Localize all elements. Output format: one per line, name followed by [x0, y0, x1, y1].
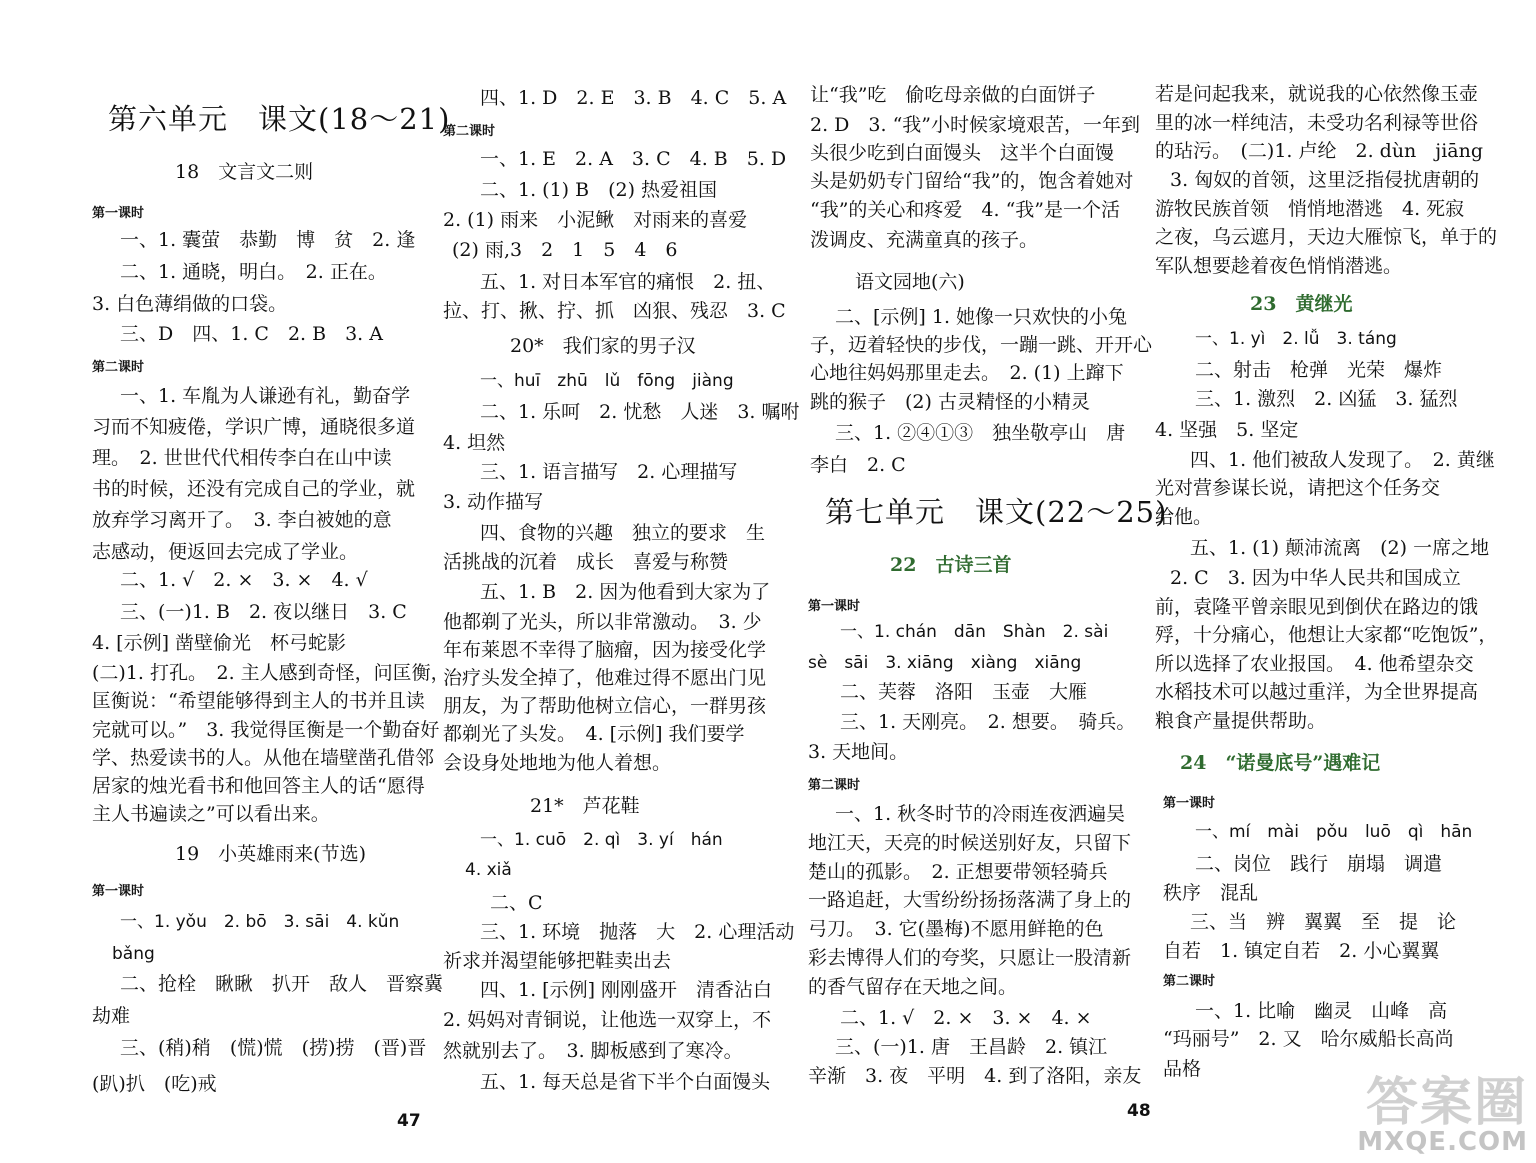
answer-line: 游牧民族首领 悄悄地潜逃 4. 死寂: [1155, 198, 1465, 220]
page-number-left: 47: [397, 1111, 421, 1131]
answer-line: 辛渐 3. 夜 平明 4. 到了洛阳，亲友: [808, 1065, 1142, 1087]
answer-line: 自若 1. 镇定自若 2. 小心翼翼: [1163, 940, 1440, 962]
answer-line: 若是问起我来，就说我的心依然像玉壶: [1155, 83, 1479, 105]
answer-line: (趴)扒 (吃)戒: [92, 1073, 217, 1095]
answer-line: 二、[示例] 1. 她像一只欢快的小兔: [835, 306, 1128, 328]
answer-line: 二、1. 乐呵 2. 忧愁 人迷 3. 嘱咐: [480, 401, 800, 423]
answer-line: 三、1. 天刚亮。 2. 想要。 骑兵。: [840, 711, 1136, 733]
answer-line: 志感动，便返回去完成了学业。: [92, 541, 359, 563]
answer-line: “玛丽号” 2. 又 哈尔威船长高尚: [1163, 1028, 1454, 1050]
answer-line: 三、1. 激烈 2. 凶猛 3. 猛烈: [1195, 388, 1458, 410]
answer-line: 水稻技术可以越过重洋，为全世界提高: [1155, 681, 1479, 703]
answer-line: 治疗头发全掉了，他难过得不愿出门见: [443, 667, 767, 689]
lesson-heading: 20* 我们家的男子汉: [510, 335, 696, 357]
answer-line: 一、1. chán dān Shàn 2. sài: [840, 622, 1109, 642]
answer-line: 彩去博得人们的夸奖，只愿让一股清新: [808, 947, 1132, 969]
answer-line: 二、岗位 践行 崩塌 调遣: [1195, 853, 1443, 875]
answer-line: 四、1. 他们被敌人发现了。 2. 黄继: [1190, 449, 1495, 471]
answer-line: 书的时候，还没有完成自己的学业，就: [92, 478, 416, 500]
answer-line: 3. 天地间。: [808, 741, 909, 763]
answer-line: 的玷污。 (二)1. 卢纶 2. dùn jiāng: [1155, 140, 1483, 162]
answer-line: 地江天，天亮的时候送别好友，只留下: [808, 832, 1132, 854]
answer-line: 头是奶奶专门留给“我”的，饱含着她对: [810, 170, 1134, 192]
watermark-line2: MXQE.COM: [1357, 1127, 1528, 1157]
lesson-heading: 19 小英雄雨来(节选): [175, 843, 367, 865]
answer-line: 二、C: [490, 892, 543, 914]
answer-line: 3. 动作描写: [443, 491, 544, 513]
answer-line: 品格: [1163, 1058, 1202, 1080]
answer-line: 4. 坦然: [443, 432, 506, 454]
period-label: 第二课时: [808, 778, 861, 793]
answer-line: 学、热爱读书的人。从他在墙壁凿孔借邻: [92, 747, 435, 769]
answer-line: 泼调皮、充满童真的孩子。: [810, 229, 1039, 251]
answer-line: 活挑战的沉着 成长 喜爱与称赞: [443, 551, 729, 573]
answer-line: 五、1. 对日本军官的痛恨 2. 扭、: [480, 271, 776, 293]
answer-line: 二、1. √ 2. × 3. × 4. ×: [840, 1007, 1092, 1029]
answer-line: 完就可以。” 3. 我觉得匡衡是一个勤奋好: [92, 719, 440, 741]
answer-line: 一、1. E 2. A 3. C 4. B 5. D: [480, 148, 787, 170]
answer-line: 主人书遍读之”可以看出来。: [92, 803, 330, 825]
answer-line: 4. [示例] 凿壁偷光 杯弓蛇影: [92, 632, 347, 654]
answer-line: 三、(一)1. B 2. 夜以继日 3. C: [120, 601, 407, 623]
answer-line: bǎng: [112, 944, 155, 964]
answer-line: 匡衡说：“希望能够得到主人的书并且读: [92, 690, 425, 712]
answer-line: 给他。: [1155, 506, 1213, 528]
answer-line: 三、1. 语言描写 2. 心理描写: [480, 461, 738, 483]
answer-line: 二、1. (1) B (2) 热爱祖国: [480, 179, 718, 201]
answer-line: 里的冰一样纯洁，未受功名利禄等世俗: [1155, 112, 1479, 134]
answer-line: (二)1. 打孔。 2. 主人感到奇怪，问匡衡，: [92, 662, 450, 684]
answer-line: 二、芙蓉 洛阳 玉壶 大雁: [840, 681, 1088, 703]
answer-line: 2. D 3. “我”小时候家境艰苦，一年到: [810, 114, 1140, 136]
answer-line: 让“我”吃 偷吃母亲做的白面饼子: [810, 84, 1096, 106]
answer-line: 子，迈着轻快的步伐，一蹦一跳、开开心: [810, 334, 1153, 356]
answer-line: 三、(稍)稍 (慌)慌 (捞)捞 (晋)晋: [120, 1037, 427, 1059]
answer-line: 粮食产量提供帮助。: [1155, 710, 1327, 732]
page-number-right: 48: [1127, 1101, 1151, 1121]
answer-line: 放弃学习离开了。 3. 李白被她的意: [92, 509, 392, 531]
answer-line: 然就别去了。 3. 脚板感到了寒冷。: [443, 1040, 743, 1062]
answer-line: 祈求并渴望能够把鞋卖出去: [443, 950, 672, 972]
answer-line: 秩序 混乱: [1163, 882, 1259, 904]
answer-line: 头很少吃到白面馒头 这半个白面馒: [810, 142, 1115, 164]
answer-line: 朋友，为了帮助他树立信心，一群男孩: [443, 695, 767, 717]
answer-line: 光对营参谋长说，请把这个任务交: [1155, 477, 1441, 499]
answer-line: 三、当 辨 翼翼 至 提 论: [1190, 911, 1457, 933]
answer-line: 4. 坚强 5. 坚定: [1155, 419, 1299, 441]
answer-line: 一、1. 秋冬时节的冷雨连夜洒遍吴: [835, 803, 1126, 825]
answer-line: 弓刀。 3. 它(墨梅)不愿用鲜艳的色: [808, 918, 1104, 940]
lesson-heading: 语文园地(六): [855, 271, 965, 293]
answer-line: 四、食物的兴趣 独立的要求 生: [480, 522, 766, 544]
period-label: 第一课时: [808, 599, 861, 614]
answer-line: 一、1. yǒu 2. bō 3. sāi 4. kǔn: [120, 912, 400, 932]
answer-line: 都剃光了头发。 4. [示例] 我们要学: [443, 723, 745, 745]
answer-line: 军队想要趁着夜色悄悄潜逃。: [1155, 255, 1403, 277]
answer-line: 二、抢栓 瞅瞅 扒开 敌人 晋察冀: [120, 973, 444, 995]
answer-line: 他都剃了光头，所以非常激动。 3. 少: [443, 611, 762, 633]
watermark-logo: [1357, 1060, 1528, 1157]
answer-line: sè sāi 3. xiāng xiàng xiāng: [808, 653, 1082, 673]
answer-line: 五、1. B 2. 因为他看到大家为了: [480, 581, 771, 603]
answer-line: 一、1. 比喻 幽灵 山峰 高: [1195, 1000, 1448, 1022]
answer-line: 三、D 四、1. C 2. B 3. A: [120, 323, 383, 345]
answer-line: “我”的关心和疼爱 4. “我”是一个活: [810, 199, 1121, 221]
answer-line: 一、1. 车胤为人谦逊有礼，勤奋学: [120, 385, 411, 407]
answer-line: 一、1. cuō 2. qì 3. yí hán: [480, 830, 723, 850]
answer-line: 三、1. 环境 抛落 大 2. 心理活动: [480, 921, 795, 943]
unit-title: 第七单元 课文(22～25): [825, 495, 1168, 529]
answer-line: 一、mí mài pǒu luō qì hān: [1195, 822, 1473, 842]
answer-line: 一、1. yì 2. lǚ 3. táng: [1195, 329, 1397, 349]
period-label: 第一课时: [1163, 796, 1216, 811]
answer-line: 2. 妈妈对青铜说，让他选一双穿上，不: [443, 1009, 772, 1031]
answer-line: 所以选择了农业报国。 4. 他希望杂交: [1155, 653, 1474, 675]
lesson-heading: 21* 芦花鞋: [530, 795, 640, 817]
period-label: 第二课时: [92, 360, 145, 375]
answer-line: 习而不知疲倦，学识广博，通晓很多道: [92, 416, 416, 438]
answer-line: 年布莱恩不幸得了脑瘤，因为接受化学: [443, 639, 767, 661]
answer-line: 一、huī zhū lǔ fōng jiàng: [480, 371, 734, 391]
answer-line: 2. C 3. 因为中华人民共和国成立: [1170, 567, 1461, 589]
answer-line: 三、(一)1. 唐 王昌龄 2. 镇江: [835, 1036, 1108, 1058]
answer-line: 跳的猴子 (2) 古灵精怪的小精灵: [810, 391, 1090, 413]
answer-line: 3. 白色薄绢做的口袋。: [92, 293, 288, 315]
answer-line: 李白 2. C: [810, 454, 906, 476]
answer-line: 四、1. [示例] 刚刚盛开 清香沾白: [480, 979, 773, 1001]
answer-line: 拉、打、揪、拧、抓 凶狠、残忍 3. C: [443, 300, 786, 322]
answer-line: 理。 2. 世世代代相传李白在山中读: [92, 447, 392, 469]
lesson-heading: 22 古诗三首: [890, 554, 1012, 576]
answer-line: 楚山的孤影。 2. 正想要带领轻骑兵: [808, 861, 1108, 883]
answer-line: (2) 雨,3 2 1 5 4 6: [452, 239, 678, 261]
lesson-heading: 24 “诺曼底号”遇难记: [1180, 752, 1381, 774]
answer-line: 二、1. 通晓，明白。 2. 正在。: [120, 261, 387, 283]
answer-line: 2. (1) 雨来 小泥鳅 对雨来的喜爱: [443, 209, 748, 231]
answer-line: 二、1. √ 2. × 3. × 4. √: [120, 569, 368, 591]
lesson-heading: 18 文言文二则: [175, 161, 314, 183]
answer-line: 三、1. ②④①③ 独坐敬亭山 唐: [835, 422, 1126, 444]
lesson-heading: 23 黄继光: [1250, 293, 1353, 315]
answer-line: 之夜，乌云遮月，天边大雁惊飞，单于的: [1155, 226, 1498, 248]
answer-line: 3. 匈奴的首领，这里泛指侵扰唐朝的: [1170, 169, 1480, 191]
answer-line: 殍，十分痛心，他想让大家都“吃饱饭”，: [1155, 624, 1498, 646]
watermark-line1: 答案圈: [1365, 1073, 1528, 1133]
period-label: 第二课时: [1163, 974, 1216, 989]
period-label: 第一课时: [92, 884, 145, 899]
answer-line: 居家的烛光看书和他回答主人的话“愿得: [92, 775, 425, 797]
answer-line: 一路追赶，大雪纷纷扬扬落满了身上的: [808, 889, 1132, 911]
answer-line: 劫难: [92, 1005, 131, 1027]
answer-line: 4. xiǎ: [465, 860, 512, 880]
period-label: 第二课时: [443, 124, 496, 139]
answer-line: 四、1. D 2. E 3. B 4. C 5. A: [480, 87, 787, 109]
answer-line: 五、1. (1) 颠沛流离 (2) 一席之地: [1190, 537, 1490, 559]
answer-line: 前，袁隆平曾亲眼见到倒伏在路边的饿: [1155, 596, 1479, 618]
period-label: 第一课时: [92, 206, 145, 221]
answer-line: 心地往妈妈那里走去。 2. (1) 上蹿下: [810, 362, 1124, 384]
unit-title: 第六单元 课文(18～21): [108, 102, 451, 136]
answer-line: 一、1. 囊萤 恭勤 博 贫 2. 逢: [120, 229, 416, 251]
answer-line: 会设身处地地为他人着想。: [443, 752, 672, 774]
answer-line: 五、1. 每天总是省下半个白面馒头: [480, 1071, 771, 1093]
answer-line: 的香气留存在天地之间。: [808, 976, 1018, 998]
answer-line: 二、射击 枪弹 光荣 爆炸: [1195, 359, 1443, 381]
